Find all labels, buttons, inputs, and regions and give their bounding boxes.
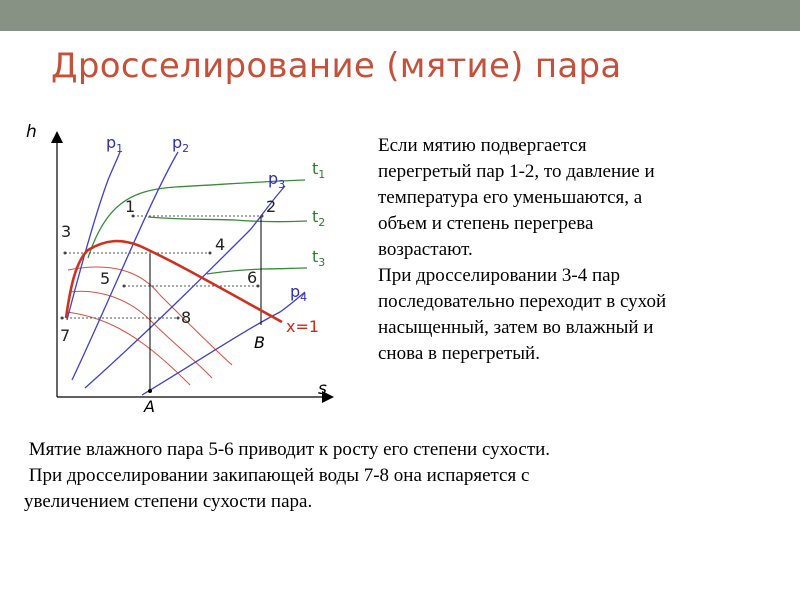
saturation-label: x=1 [286, 317, 320, 336]
isobar-label-p1: $p_1$ [106, 133, 124, 155]
point-label-B: B [254, 333, 265, 352]
point-4-dot [209, 252, 212, 255]
point-label-5: 5 [100, 269, 111, 288]
text-line: Мятие влажного пара 5-6 приводит к росту его степени сухости. [24, 439, 551, 460]
isotherm-label-t2: $t_2$ [312, 207, 326, 229]
isotherm-t2 [148, 217, 307, 222]
point-label-3: 3 [61, 222, 72, 241]
point-label-7: 7 [60, 326, 71, 345]
text-line: возрастают. [378, 239, 473, 260]
point-7-dot [61, 317, 64, 320]
text-line: При дросселировании 3-4 пар [378, 265, 621, 286]
text-line: объем и степень перегрева [378, 213, 594, 234]
point-8-dot [177, 317, 180, 320]
axis-h-label: h [26, 122, 37, 142]
isentrope-lines [150, 216, 261, 390]
isobar-p4 [142, 292, 305, 395]
isotherm-label-t1: $t_1$ [312, 159, 326, 181]
text-line: Если мятию подвергается [378, 135, 587, 156]
moisture-lines [66, 267, 232, 385]
text-line: увеличением степени сухости пара. [24, 491, 313, 512]
state-points [61, 215, 264, 394]
isotherm-label-t3: $t_3$ [312, 247, 326, 269]
text-line: последовательно переходит в сухой [378, 291, 667, 312]
isobar-label-p4: $p_4$ [290, 282, 308, 304]
description-right [378, 133, 773, 367]
slide-title: Дросселирование (мятие) пара [51, 46, 622, 86]
point-label-A: A [144, 397, 155, 416]
point-3-dot [64, 252, 67, 255]
description-bottom [24, 437, 744, 515]
point-label-6: 6 [247, 268, 258, 287]
isobar-p2 [72, 152, 178, 380]
point-label-8: 8 [181, 308, 192, 327]
isobar-label-p2: $p_2$ [172, 133, 190, 155]
text-line: При дросселировании закипающей воды 7-8 она испаряется с [24, 465, 530, 486]
isobar-p1 [67, 152, 120, 320]
point-5-dot [123, 285, 126, 288]
text-line: снова в перегретый. [378, 343, 540, 364]
text-line: перегретый пар 1-2, то давление и [378, 161, 655, 182]
point-label-4: 4 [215, 235, 226, 254]
point-A-dot [148, 389, 152, 393]
point-2-dot [261, 215, 264, 218]
point-label-2: 2 [266, 197, 277, 216]
isotherm-lines [88, 180, 307, 274]
text-line: температура его уменьшаются, а [378, 187, 643, 208]
isobar-label-p3: $p_3$ [268, 169, 286, 191]
text-line: насыщенный, затем во влажный и [378, 317, 654, 338]
axis-s-label: s [318, 379, 327, 399]
point-label-1: 1 [125, 197, 136, 216]
